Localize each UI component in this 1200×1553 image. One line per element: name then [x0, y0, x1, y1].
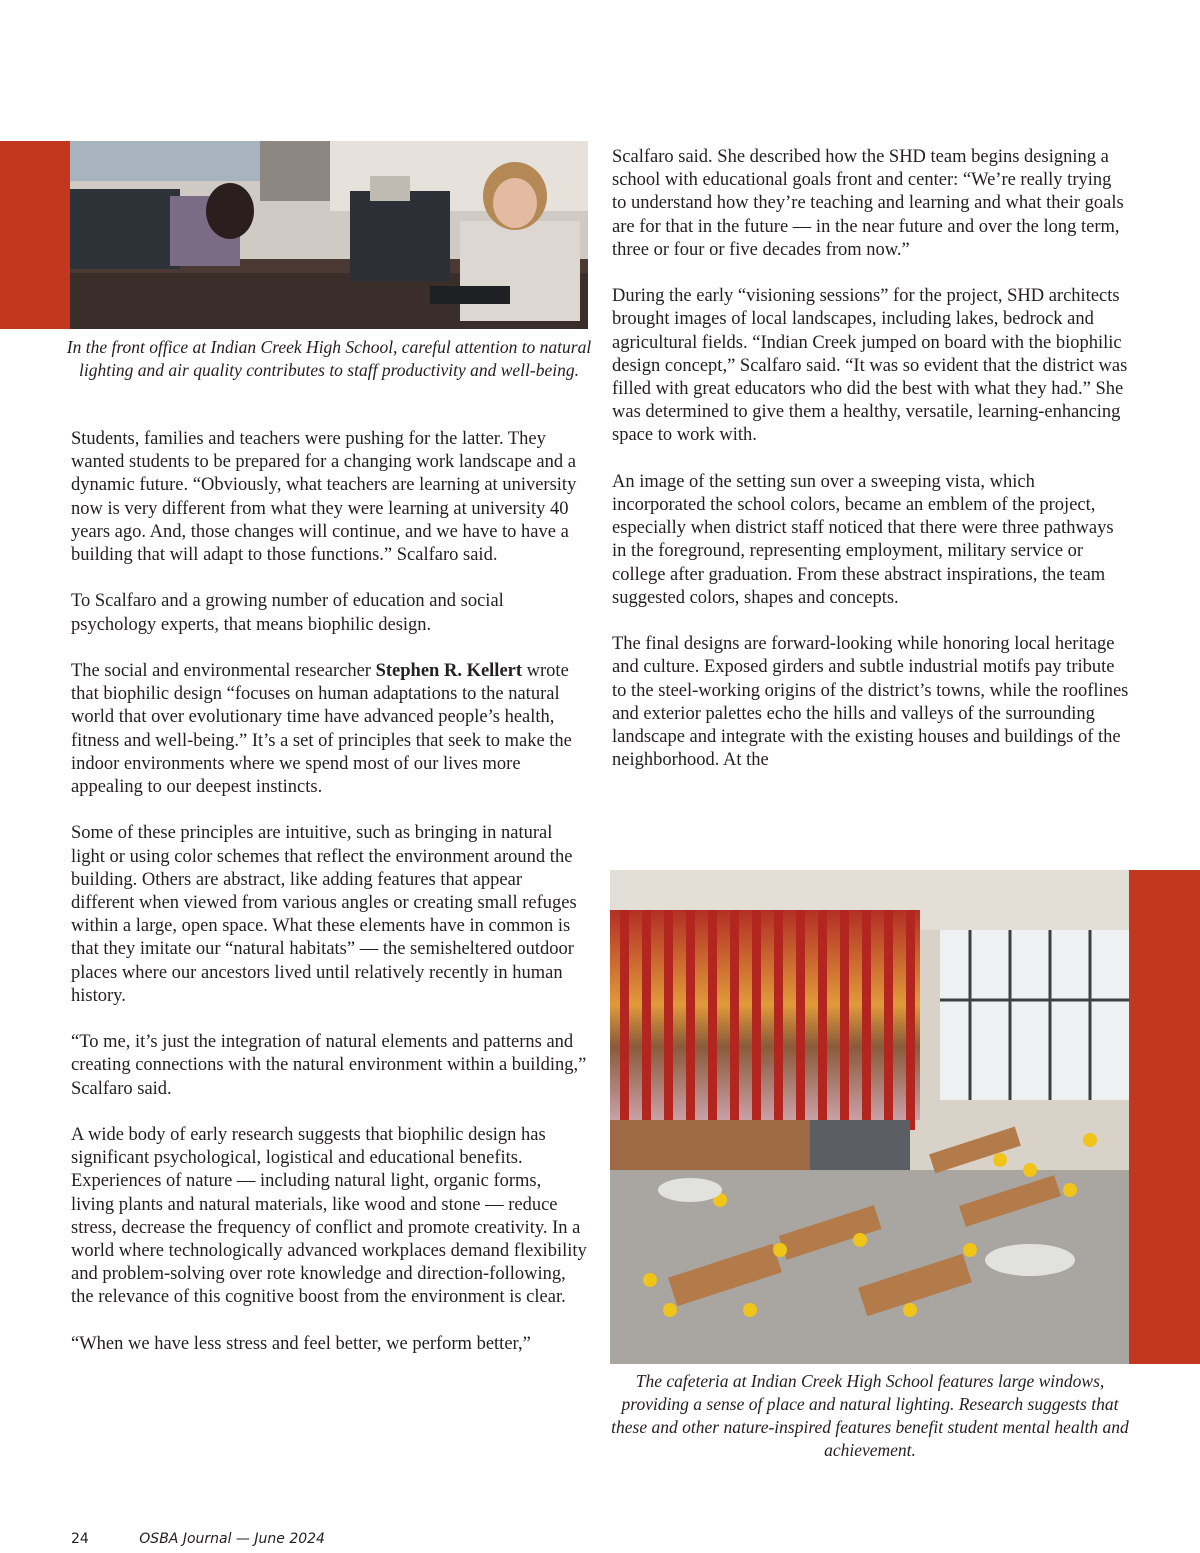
decorative-red-bar-right: [1129, 870, 1200, 1364]
article-right-column: [612, 146, 1130, 796]
paragraph: The final designs are forward-looking while honoring local heritage and culture. Exposed girders and subtle industrial motifs pay tribute to the steel-working origins of the district’s towns, while the rooflines and exterior palettes echo the hills and valleys of the surrounding landscape and integrate with the existing houses and buildings of the neighborhood. At the: [612, 634, 1129, 771]
paragraph: [71, 660, 587, 799]
paragraph: Some of these principles are intuitive, such as bringing in natural light or using color schemes that reflect the environment around the building. Others are abstract, like adding features that appear different when viewed from various angles or creating small refuges within a large, open space. What these elements have in common is that they imitate our “natural habitats” — the semisheltered outdoor places where our ancestors lived until relatively recently in human history.: [71, 823, 577, 1006]
researcher-name: Stephen R. Kellert: [375, 661, 523, 681]
paragraph-text: The social and environmental researcher: [71, 661, 376, 681]
article-left-column: [71, 428, 587, 1379]
paragraph: “When we have less stress and feel better, we perform better,”: [71, 1333, 531, 1354]
paragraph: “To me, it’s just the integration of natural elements and patterns and creating connections with the natural environment within a building,” Scalfaro said.: [71, 1032, 587, 1099]
paragraph: A wide body of early research suggests that biophilic design has significant psychological, logistical and educational benefits. Experiences of nature — including natural light, organic forms, living plants and natural materials, like wood and stone — reduce stress, decrease the frequency of conflict and promote creativity. In a world where technologically advanced workplaces demand flexibility and problem-solving over rote knowledge and direction-following, the relevance of this cognitive boost from the environment is clear.: [71, 1125, 587, 1308]
cafeteria-photo: [610, 870, 1129, 1364]
office-photo-caption: In the front office at Indian Creek High School, careful attention to natural lighting and air quality contributes to staff productivity and well-being.: [66, 337, 592, 380]
paragraph: During the early “visioning sessions” for the project, SHD architects brought images of local landscapes, including lakes, bedrock and agricultural fields. “Indian Creek jumped on board with the biophilic design concept,” Scalfaro said. “It was so evident that the district was filled with great educators who did the best with what they had.” She was determined to give them a healthy, versatile, learning-enhancing space to work with.: [612, 286, 1128, 446]
paragraph: To Scalfaro and a growing number of education and social psychology experts, that means biophilic design.: [71, 591, 504, 635]
front-office-photo: [70, 141, 588, 329]
cafeteria-photo-caption: The cafeteria at Indian Creek High School features large windows, providing a sense of place and natural lighting. Research suggests that these and other nature-inspired features benefit student mental health and achievement.: [611, 1371, 1129, 1460]
page-footer: [71, 1531, 325, 1547]
page-number: 24: [71, 1531, 89, 1547]
paragraph: An image of the setting sun over a sweeping vista, which incorporated the school colors, became an emblem of the project, especially when district staff noticed that there were three pathways in the foreground, representing employment, military service or college after graduation. From these abstract inspirations, the team suggested colors, shapes and concepts.: [612, 471, 1114, 608]
decorative-red-bar-left: [0, 141, 70, 329]
paragraph-text: wrote that biophilic design “focuses on human adaptations to the natural world that over evolutionary time have advanced people’s health, fitness and well-being.” It’s a set of principles that seek to make the indoor environments where we spend most of our lives more appealing to our deepest instincts.: [71, 661, 572, 798]
paragraph: Students, families and teachers were pushing for the latter. They wanted students to be prepared for a changing work landscape and a dynamic future. “Obviously, what teachers are learning at university now is very different from what they were learning at university 40 years ago. And, those changes will continue, and we have to have a building that will adapt to those functions.” Scalfaro said.: [71, 429, 577, 566]
publication-name: OSBA Journal — June 2024: [139, 1531, 325, 1547]
paragraph: Scalfaro said. She described how the SHD team begins designing a school with educational goals front and center: “We’re really trying to understand how they’re teaching and learning and what their goals are for that in the future — in the near future and over the long term, three or four or five decades from now.”: [612, 147, 1124, 260]
